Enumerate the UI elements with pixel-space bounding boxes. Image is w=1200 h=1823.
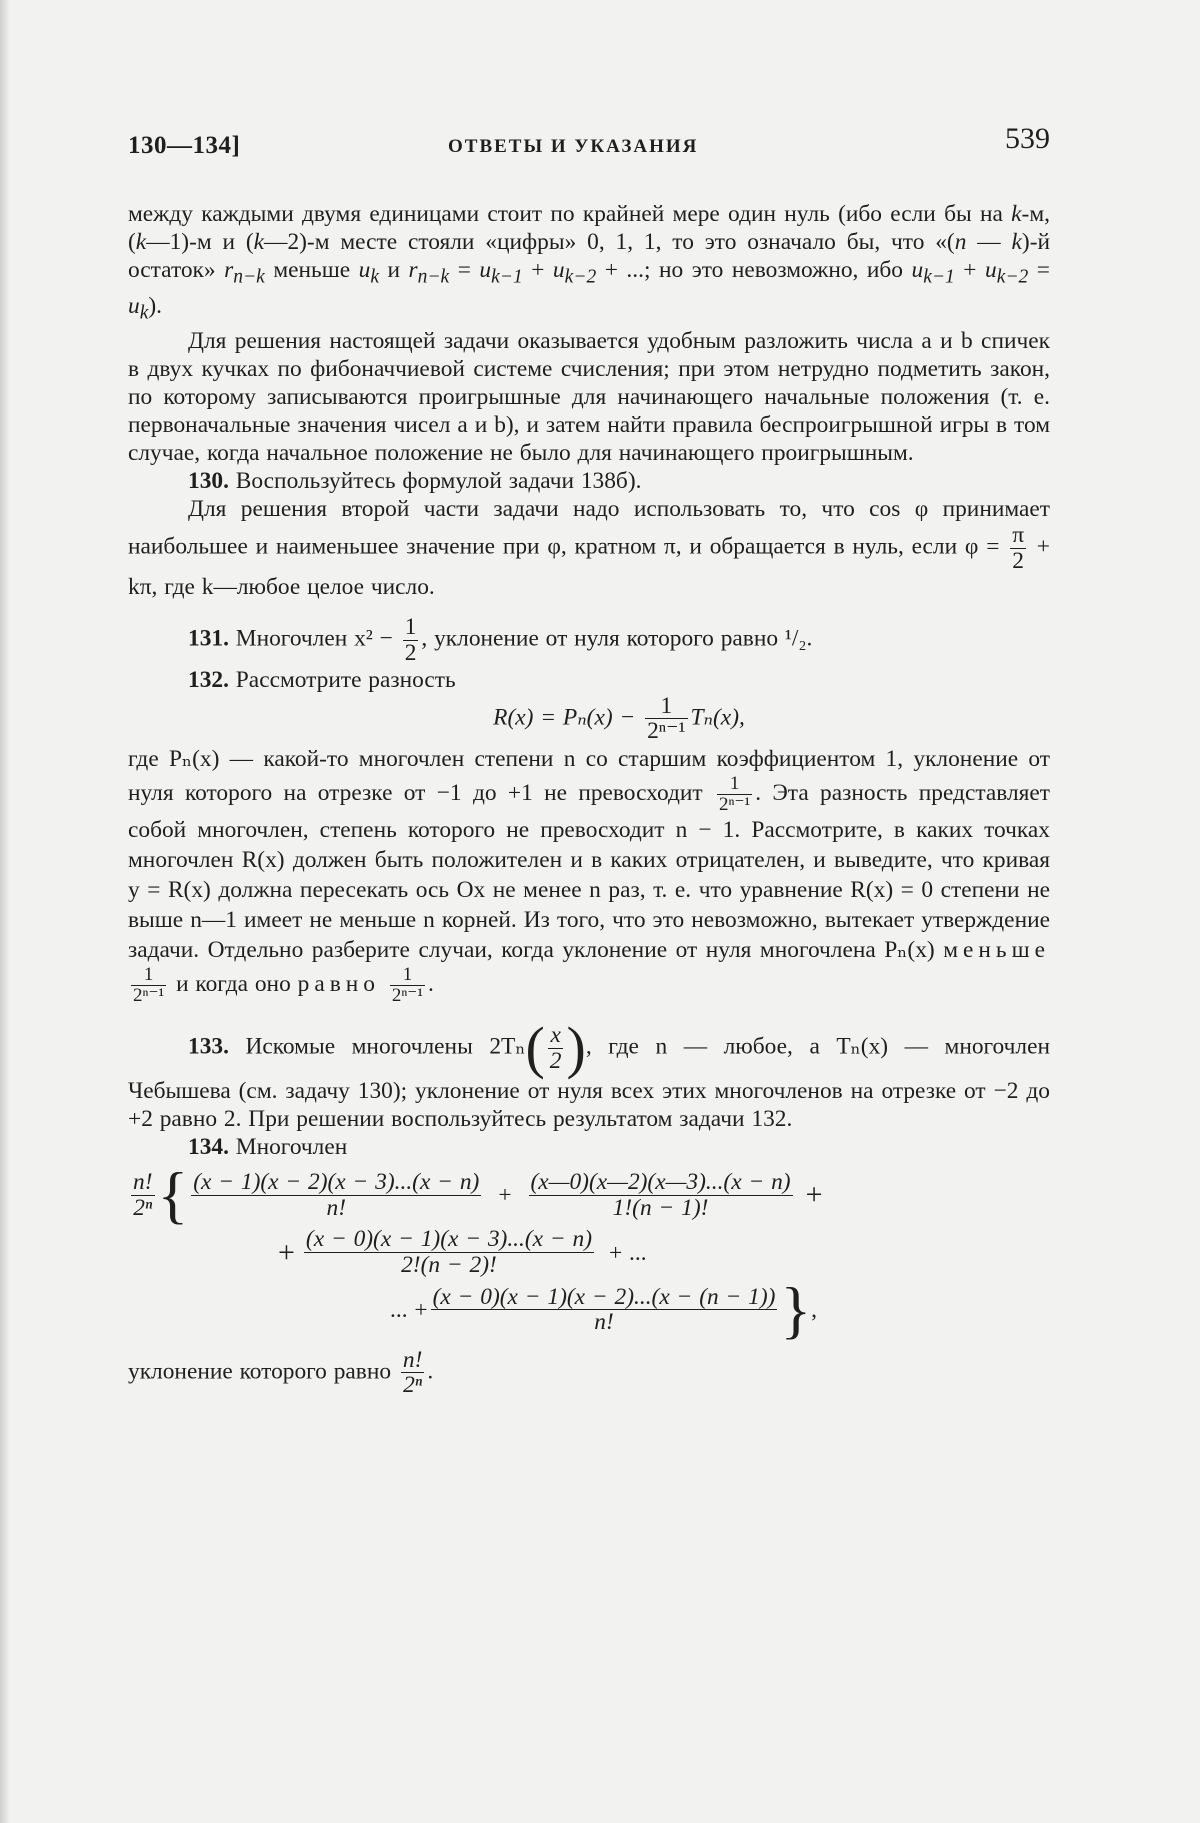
fraction: $\frac{(x—0)(x—2)(x—3)...(x - n)}{1!(n - 1)!}$: [530, 1169, 791, 1221]
answer-134: 134. Многочлен: [188, 1134, 348, 1161]
page-header: [128, 122, 1050, 162]
fraction: $\frac{n!}{\text{2ⁿ}}$: [402, 1346, 423, 1399]
formula-R: R(x) = Pₙ(x) − $\frac{1}{\text{2ⁿ⁻¹}}$ Tₙ(x),: [493, 692, 745, 745]
fraction: $\frac{1}{\text{2ⁿ⁻¹}}$: [391, 963, 424, 1006]
header-running-title: ОТВЕТЫ И УКАЗАНИЯ: [448, 136, 699, 157]
paragraph-fibonacci: Для решения настоящей задачи оказывается удобным разложить числа a и b спичек в двух кучках по фибоначчиевой системе счисления; при этом нетрудно подметить закон, по которому записываются проигрышные для начинающего начальные положения (т. е. первоначальные значения чисел a и b), и затем найти правила беспроигрышной игры в том случае, когда начальное положение не было для начинающего проигрышным.: [128, 328, 1050, 467]
page-body: [128, 200, 1050, 1398]
answer-number: 134.: [188, 1134, 229, 1161]
fraction: $\frac{1}{2}$: [404, 614, 417, 667]
answer-134-tail: уклонение которого равно $\frac{n!}{\text{2ⁿ}}$ .: [128, 1346, 434, 1399]
fraction: $\frac{(x - 1)(x - 2)(x - 3)...(x - n)}{n!}$: [193, 1169, 480, 1221]
answer-132: 132. Рассмотрите разность: [188, 666, 456, 693]
answer-130: 130. Воспользуйтесь формулой задачи 138б).: [188, 468, 642, 495]
answer-number: 131.: [188, 625, 229, 652]
answer-131: 131. Многочлен x² − $\frac{1}{2}$ , уклонение от нуля которого равно ¹/₂.: [188, 614, 813, 667]
fraction: $\frac{x}{2}$: [549, 1022, 562, 1074]
page-edge-shadow: [0, 0, 10, 1823]
answer-130-part2: Для решения второй части задачи надо использовать то, что cos φ принимает наибольшее и наименьшее значение при φ, кратном π, и обращается в нуль, если φ = $\frac{\pi}{2}$ + kπ, где k—любое целое число.: [128, 496, 1051, 601]
fraction: $\frac{1}{\text{2ⁿ⁻¹}}$: [647, 692, 686, 745]
header-section-range: 130—134]: [128, 132, 241, 159]
page-number: 539: [1005, 122, 1050, 155]
paragraph-continuation: между каждыми двумя единицами стоит по крайней мере один нуль (ибо если бы на k-м, (k—1)-м и (k—2)-м месте стояли «цифры» 0, 1, 1, то это означало бы, что «(n — k)-й остаток» $r_{n-k}$ меньше $u_k$ и $r_{n-k} = u_{k-1} + u_{k-2}$ + ...; но это невозможно, ибо $u_{k-1} + u_{k-2} = u_k$).: [128, 201, 1051, 324]
fraction: $\frac{1}{\text{2ⁿ⁻¹}}$: [718, 772, 751, 815]
formula-134: $\frac{n!}{\text{2ⁿ}}$ { $\frac{(x - 1)(x - 2)(x - 3)...(x - n)}{n!}$ + $\frac{(x—0)(x—2)(x—3)...(x - n)}{1!(n - 1)!}$ + + $\frac{(x - 0)(x - 1)(x - 3)...(x - n)}{2!(n - 2)!}$ + ... ... + $\frac{(x - 0)(x - 1)(x - 2)...(x - (n - 1))}{n!}$ } ,: [133, 1159, 823, 1345]
fraction: $\frac{n!}{\text{2ⁿ}}$: [133, 1169, 153, 1221]
answer-132-text: где Pₙ(x) — какой-то многочлен степени n со старшим коэффициентом 1, уклонение от нуля которого на отрезке от −1 до +1 не превосходит $\frac{1}{\text{2ⁿ⁻¹}}$ . Эта разность представляет собой многочлен, степень которого не превосходит n − 1. Рассмотрите, в каких точках многочлен R(x) должен быть положителен и в каких отрицателен, и выведите, что кривая y = R(x) должна пересекать ось Ox не менее n раз, т. е. что уравнение R(x) = 0 степени не выше n—1 имеет не меньше n корней. Из того, что это невозможно, вытекает утверждение задачи. Отдельно разберите случаи, когда уклонение от нуля многочлена Pₙ(x) меньше $\frac{1}{\text{2ⁿ⁻¹}}$ и когда оно равно $\frac{1}{\text{2ⁿ⁻¹}}$ .: [128, 745, 1050, 1006]
answer-133: 133. Искомые многочлены 2Tₙ( $\frac{x}{2}$ ), где n — любое, а Tₙ(x) — многочлен Чебышева (см. задачу 130); уклонение от нуля всех этих многочленов на отрезке от −2 до +2 равно 2. При решении воспользуйтесь результатом задачи 132.: [128, 1015, 1050, 1133]
fraction: $\frac{(x - 0)(x - 1)(x - 2)...(x - (n - 1))}{n!}$: [432, 1283, 776, 1336]
answer-number: 130.: [188, 468, 229, 495]
fraction: $\frac{\pi}{2}$: [1012, 522, 1025, 574]
fraction: $\frac{(x - 0)(x - 1)(x - 3)...(x - n)}{2!(n - 2)!}$: [305, 1226, 593, 1279]
answer-number: 133.: [188, 1033, 229, 1060]
fraction: $\frac{1}{\text{2ⁿ⁻¹}}$: [133, 963, 165, 1006]
answer-number: 132.: [188, 666, 229, 693]
